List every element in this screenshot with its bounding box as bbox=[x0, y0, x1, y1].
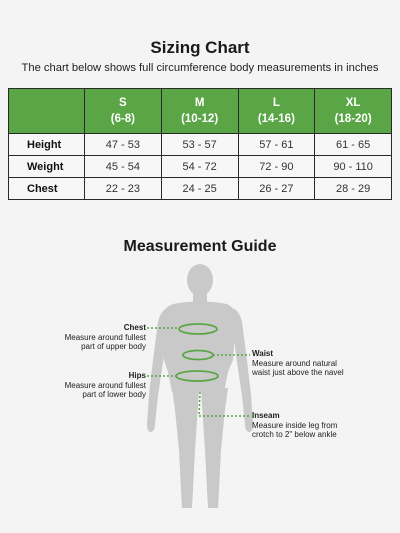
table-cell: 72 - 90 bbox=[238, 156, 315, 178]
size-range: (6-8) bbox=[110, 113, 136, 125]
row-label: Chest bbox=[9, 178, 85, 200]
inseam-desc-2: crotch to 2" below ankle bbox=[252, 430, 337, 439]
table-cell: 24 - 25 bbox=[161, 178, 238, 200]
waist-desc-1: Measure around natural bbox=[252, 358, 337, 368]
table-cell: 47 - 53 bbox=[85, 134, 162, 156]
inseam-label: Inseam bbox=[252, 411, 280, 420]
hips-desc-1: Measure around fullest bbox=[64, 380, 146, 390]
table-cell: 53 - 57 bbox=[161, 134, 238, 156]
table-cell: 57 - 61 bbox=[238, 134, 315, 156]
waist-annotation bbox=[252, 349, 392, 378]
table-cell: 54 - 72 bbox=[161, 156, 238, 178]
hips-desc-2: part of lower body bbox=[82, 390, 146, 399]
size-range: (18-20) bbox=[334, 113, 372, 125]
hips-label: Hips bbox=[128, 371, 146, 380]
chart-subtitle: The chart below shows full circumference body measurements in inches bbox=[21, 62, 379, 74]
size-label: M bbox=[194, 97, 205, 109]
chest-annotation bbox=[40, 323, 146, 352]
size-range: (10-12) bbox=[181, 113, 219, 125]
hips-annotation bbox=[40, 371, 146, 400]
table-cell: 90 - 110 bbox=[315, 156, 392, 178]
inseam-vertical bbox=[199, 392, 200, 416]
waist-label: Waist bbox=[252, 349, 274, 358]
chest-label: Chest bbox=[123, 323, 146, 332]
table-cell: 22 - 23 bbox=[85, 178, 162, 200]
left-leg-shape bbox=[172, 388, 199, 508]
chest-desc-2: part of upper body bbox=[81, 342, 146, 351]
inseam-desc-1: Measure inside leg from bbox=[252, 420, 338, 430]
size-range: (14-16) bbox=[257, 113, 295, 125]
table-cell: 45 - 54 bbox=[85, 156, 162, 178]
table-cell: 61 - 65 bbox=[315, 134, 392, 156]
body-silhouette bbox=[147, 264, 253, 508]
torso-shape bbox=[161, 302, 236, 393]
table-cell: 28 - 29 bbox=[315, 178, 392, 200]
chart-title: Sizing Chart bbox=[150, 38, 250, 57]
right-leg-shape bbox=[201, 388, 228, 508]
row-label: Height bbox=[9, 134, 85, 156]
left-arm-shape bbox=[147, 308, 167, 432]
row-label: Weight bbox=[9, 156, 85, 178]
waist-desc-2: waist just above the navel bbox=[252, 368, 344, 377]
size-label: L bbox=[272, 97, 280, 109]
right-arm-shape bbox=[233, 308, 253, 432]
guide-title: Measurement Guide bbox=[123, 238, 277, 255]
inseam-annotation bbox=[252, 411, 392, 440]
size-label: S bbox=[119, 97, 127, 109]
chest-desc-1: Measure around fullest bbox=[64, 332, 146, 342]
table-cell: 26 - 27 bbox=[238, 178, 315, 200]
head-shape bbox=[187, 264, 213, 296]
size-label: XL bbox=[345, 97, 361, 109]
